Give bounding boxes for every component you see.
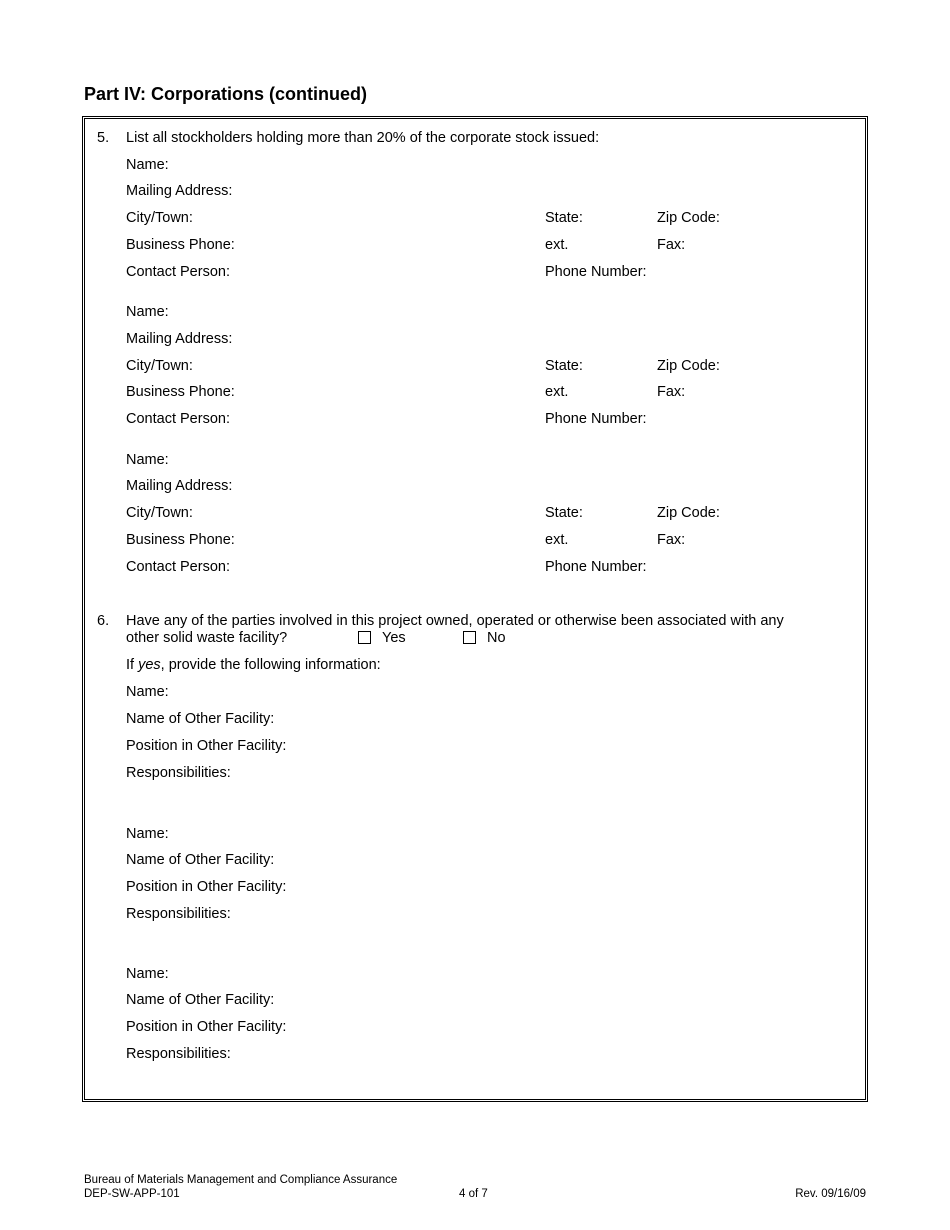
yes-label: Yes: [382, 630, 406, 646]
no-label: No: [487, 630, 506, 646]
party-3-other-facility-label: Name of Other Facility:: [126, 992, 275, 1008]
stockholder-2-fax-label: Fax:: [657, 384, 686, 400]
stockholder-3-phone-number-label: Phone Number:: [545, 559, 647, 575]
if-yes-instruction: [126, 656, 381, 674]
stockholder-3-fax-label: Fax:: [657, 532, 686, 548]
stockholder-1-contact-label: Contact Person:: [126, 264, 230, 280]
footer-page-number: 4 of 7: [459, 1188, 488, 1200]
party-1-position-label: Position in Other Facility:: [126, 738, 287, 754]
stockholder-2-zip-label: Zip Code:: [657, 358, 720, 374]
stockholder-1-zip-label: Zip Code:: [657, 210, 720, 226]
stockholder-2-mailing-address-label: Mailing Address:: [126, 331, 233, 347]
stockholder-3-state-label: State:: [545, 505, 583, 521]
stockholder-1-mailing-address-label: Mailing Address:: [126, 183, 233, 199]
stockholder-1-state-label: State:: [545, 210, 583, 226]
question-6-number: 6.: [97, 613, 110, 629]
party-2-other-facility-label: Name of Other Facility:: [126, 852, 275, 868]
stockholder-2-city-label: City/Town:: [126, 358, 193, 374]
stockholder-1-phone-number-label: Phone Number:: [545, 264, 647, 280]
question-6-text-line1: Have any of the parties involved in this project owned, operated or otherwise been associated with any: [126, 613, 784, 629]
stockholder-2-name-label: Name:: [126, 304, 169, 320]
party-3-responsibilities-label: Responsibilities:: [126, 1046, 231, 1062]
stockholder-3-city-label: City/Town:: [126, 505, 193, 521]
party-3-name-label: Name:: [126, 966, 169, 982]
stockholder-1-business-phone-label: Business Phone:: [126, 237, 235, 253]
party-1-name-label: Name:: [126, 684, 169, 700]
party-1-other-facility-label: Name of Other Facility:: [126, 711, 275, 727]
question-5-text: List all stockholders holding more than 20% of the corporate stock issued:: [126, 130, 600, 146]
stockholder-3-mailing-address-label: Mailing Address:: [126, 478, 233, 494]
party-3-position-label: Position in Other Facility:: [126, 1019, 287, 1035]
party-2-responsibilities-label: Responsibilities:: [126, 906, 231, 922]
stockholder-2-contact-label: Contact Person:: [126, 411, 230, 427]
footer-revision: Rev. 09/16/09: [795, 1188, 866, 1200]
if-yes-prefix: If: [126, 657, 139, 673]
party-1-responsibilities-label: Responsibilities:: [126, 765, 231, 781]
footer-form-id: DEP-SW-APP-101: [84, 1188, 180, 1200]
stockholder-1-fax-label: Fax:: [657, 237, 686, 253]
stockholder-3-contact-label: Contact Person:: [126, 559, 230, 575]
party-2-position-label: Position in Other Facility:: [126, 879, 287, 895]
if-yes-italic: yes: [138, 657, 161, 673]
stockholder-3-business-phone-label: Business Phone:: [126, 532, 235, 548]
stockholder-3-ext-label: ext.: [545, 532, 569, 548]
stockholder-2-business-phone-label: Business Phone:: [126, 384, 235, 400]
yes-checkbox[interactable]: [358, 631, 371, 644]
stockholder-1-city-label: City/Town:: [126, 210, 193, 226]
stockholder-2-ext-label: ext.: [545, 384, 569, 400]
party-2-name-label: Name:: [126, 826, 169, 842]
if-yes-suffix: , provide the following information:: [160, 657, 381, 673]
no-checkbox[interactable]: [463, 631, 476, 644]
stockholder-3-zip-label: Zip Code:: [657, 505, 720, 521]
stockholder-3-name-label: Name:: [126, 452, 169, 468]
page-title: Part IV: Corporations (continued): [84, 84, 368, 104]
stockholder-1-ext-label: ext.: [545, 237, 569, 253]
footer-bureau: Bureau of Materials Management and Compliance Assurance: [84, 1174, 398, 1186]
stockholder-2-phone-number-label: Phone Number:: [545, 411, 647, 427]
question-6-text-line2: other solid waste facility?: [126, 630, 288, 646]
stockholder-1-name-label: Name:: [126, 157, 169, 173]
stockholder-2-state-label: State:: [545, 358, 583, 374]
question-5-number: 5.: [97, 130, 110, 146]
